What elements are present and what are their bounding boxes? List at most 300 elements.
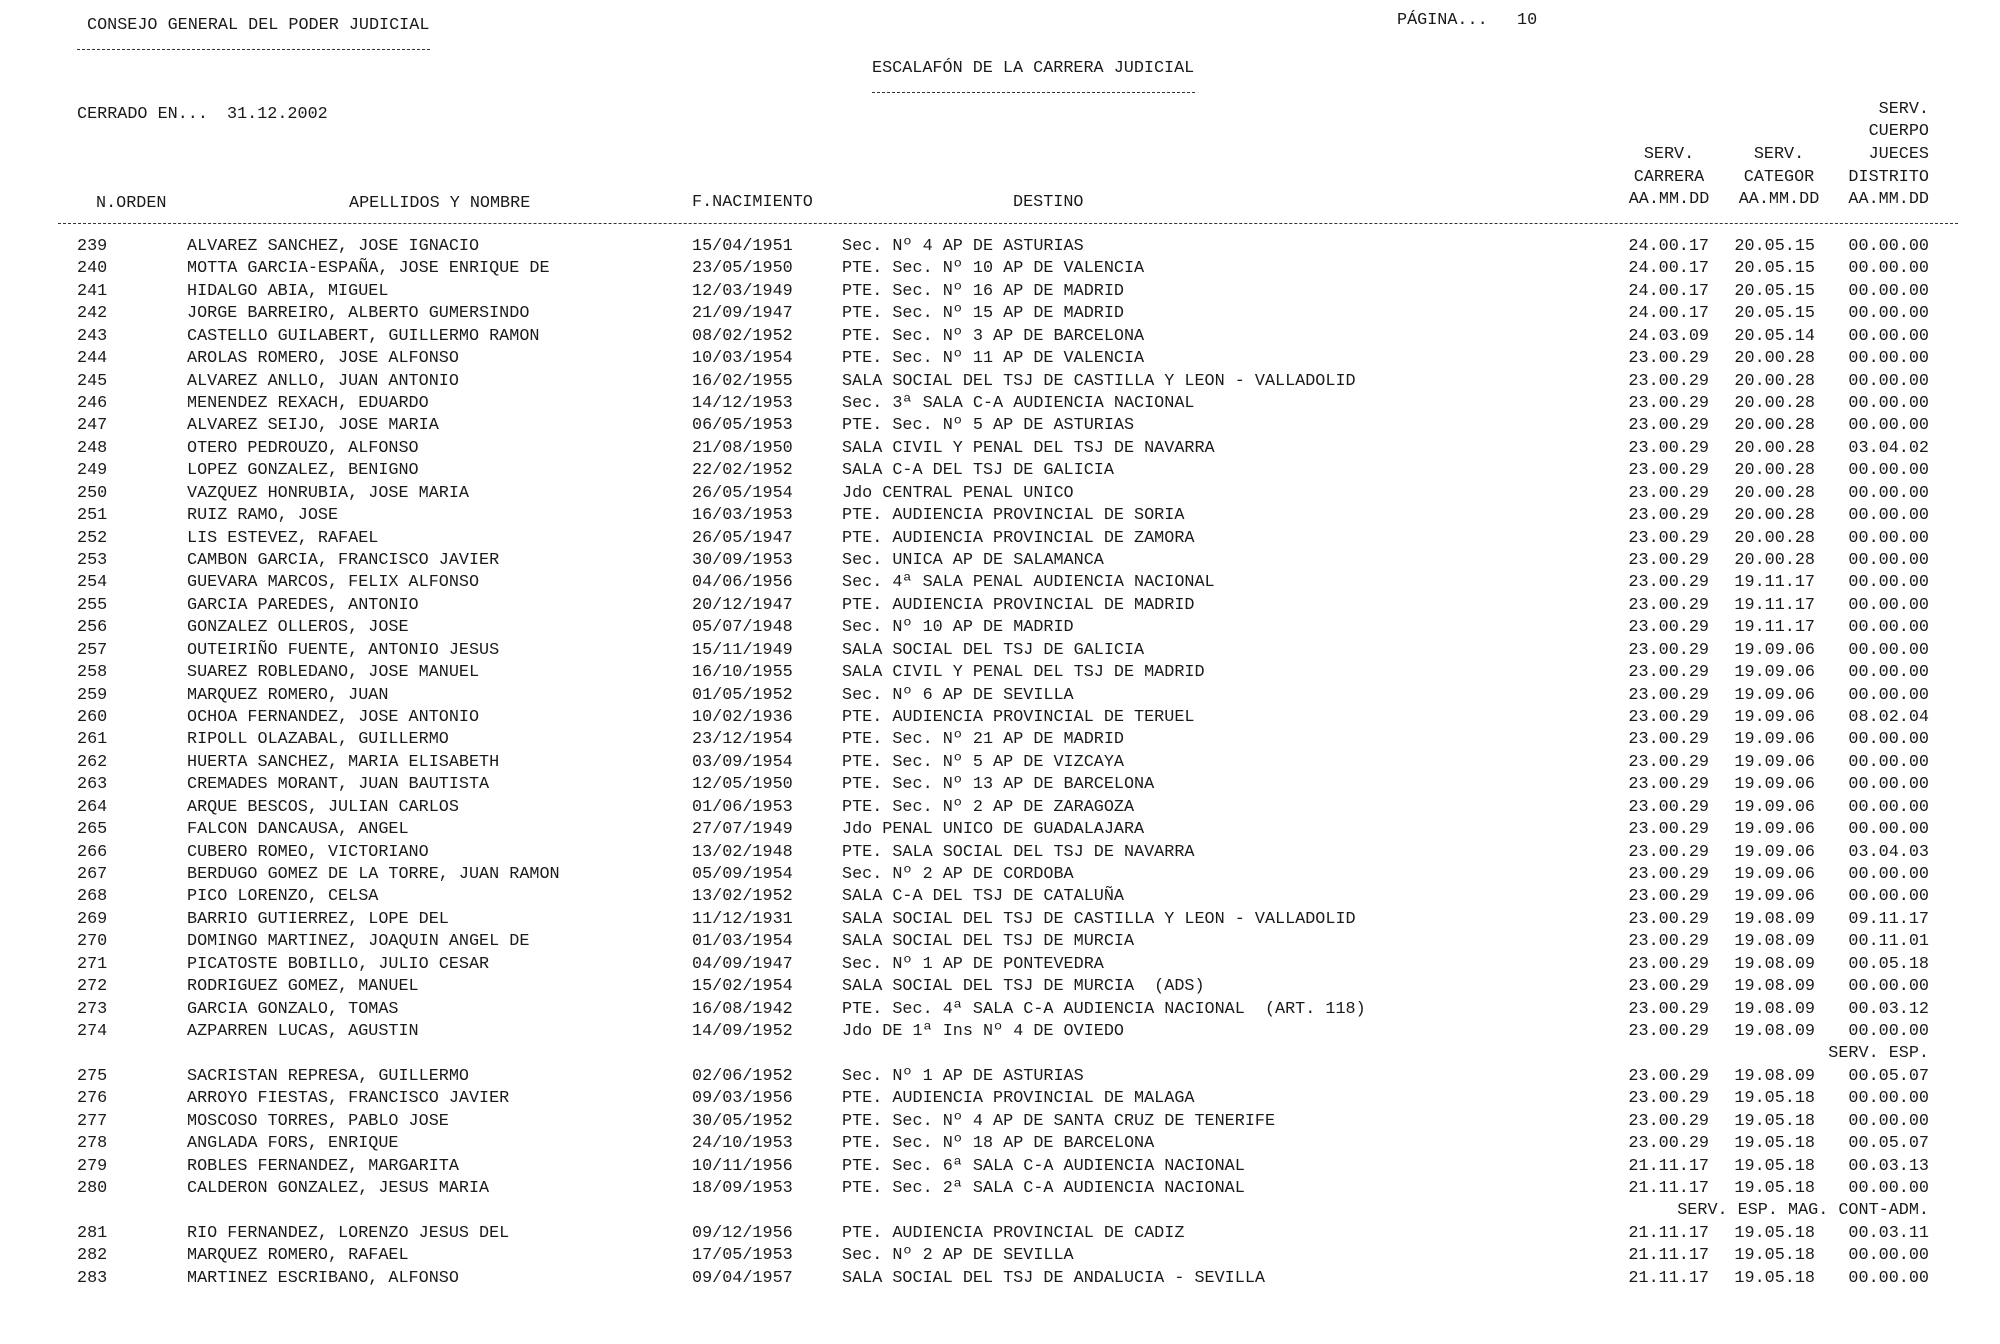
birth-date: 10/02/1936 bbox=[692, 708, 793, 728]
full-name: MARTINEZ ESCRIBANO, ALFONSO bbox=[187, 1268, 459, 1288]
serv-distrito: 00.00.00 bbox=[1848, 1179, 1929, 1199]
destination: PTE. AUDIENCIA PROVINCIAL DE CADIZ bbox=[842, 1223, 1185, 1243]
serv-carrera: 23.00.29 bbox=[1628, 865, 1709, 885]
full-name: SACRISTAN REPRESA, GUILLERMO bbox=[187, 1066, 469, 1086]
orden-number: 254 bbox=[77, 573, 108, 593]
destination: Sec. 4ª SALA PENAL AUDIENCIA NACIONAL bbox=[842, 573, 1215, 593]
birth-date: 17/05/1953 bbox=[692, 1246, 793, 1266]
destination: PTE. AUDIENCIA PROVINCIAL DE TERUEL bbox=[842, 708, 1195, 728]
document-title: ESCALAFÓN DE LA CARRERA JUDICIAL bbox=[872, 59, 1195, 78]
orden-number: 264 bbox=[77, 797, 108, 817]
serv-carrera: 23.00.29 bbox=[1628, 349, 1709, 369]
destination: PTE. Sec. 4ª SALA C-A AUDIENCIA NACIONAL (ART. 118) bbox=[842, 999, 1366, 1019]
serv-distrito: 00.00.00 bbox=[1848, 1268, 1929, 1288]
orden-number: 282 bbox=[77, 1246, 108, 1266]
birth-date: 23/12/1954 bbox=[692, 730, 793, 750]
serv-distrito: 00.00.00 bbox=[1848, 237, 1929, 256]
orden-number: 253 bbox=[77, 551, 108, 571]
serv-carrera: 24.00.17 bbox=[1628, 281, 1709, 301]
destination: SALA SOCIAL DEL TSJ DE CASTILLA Y LEON - VALLADOLID bbox=[842, 371, 1356, 391]
orden-number: 276 bbox=[77, 1089, 108, 1109]
serv-categoria: 19.08.09 bbox=[1734, 1022, 1815, 1042]
serv-categoria: 20.00.28 bbox=[1734, 506, 1815, 526]
destination: Jdo PENAL UNICO DE GUADALAJARA bbox=[842, 820, 1145, 840]
serv-categoria: 19.09.06 bbox=[1734, 752, 1815, 772]
birth-date: 05/09/1954 bbox=[692, 865, 793, 885]
serv-distrito: 00.00.00 bbox=[1848, 797, 1929, 817]
full-name: AROLAS ROMERO, JOSE ALFONSO bbox=[187, 349, 459, 369]
header-carrera-1: SERV. bbox=[1643, 145, 1695, 164]
full-name: ALVAREZ ANLLO, JUAN ANTONIO bbox=[187, 371, 459, 391]
birth-date: 14/12/1953 bbox=[692, 394, 793, 413]
full-name: HIDALGO ABIA, MIGUEL bbox=[187, 281, 389, 301]
serv-carrera: 24.03.09 bbox=[1628, 326, 1709, 346]
serv-carrera: 21.11.17 bbox=[1628, 1246, 1709, 1266]
serv-distrito: 00.00.00 bbox=[1848, 506, 1929, 526]
destination: SALA SOCIAL DEL TSJ DE MURCIA (ADS) bbox=[842, 977, 1205, 997]
birth-date: 30/05/1952 bbox=[692, 1111, 793, 1131]
serv-carrera: 23.00.29 bbox=[1628, 730, 1709, 750]
header-birth: F.NACIMIENTO bbox=[692, 193, 813, 212]
serv-carrera: 24.00.17 bbox=[1628, 237, 1709, 256]
serv-carrera: 23.00.29 bbox=[1628, 887, 1709, 907]
serv-distrito: 00.03.12 bbox=[1848, 999, 1929, 1019]
serv-categoria: 19.08.09 bbox=[1734, 954, 1815, 974]
orden-number: 279 bbox=[77, 1156, 108, 1176]
serv-distrito: 09.11.17 bbox=[1848, 909, 1929, 929]
serv-distrito: 00.00.00 bbox=[1848, 259, 1929, 279]
destination: PTE. AUDIENCIA PROVINCIAL DE MADRID bbox=[842, 595, 1195, 615]
serv-categoria: 20.00.28 bbox=[1734, 461, 1815, 481]
full-name: MOSCOSO TORRES, PABLO JOSE bbox=[187, 1111, 449, 1131]
full-name: GARCIA GONZALO, TOMAS bbox=[187, 999, 399, 1019]
destination: PTE. Sec. Nº 5 AP DE VIZCAYA bbox=[842, 752, 1124, 772]
header-categor-1: SERV. bbox=[1753, 145, 1805, 164]
serv-carrera: 23.00.29 bbox=[1628, 506, 1709, 526]
birth-date: 21/09/1947 bbox=[692, 304, 793, 324]
serv-categoria: 19.05.18 bbox=[1734, 1246, 1815, 1266]
full-name: MOTTA GARCIA-ESPAÑA, JOSE ENRIQUE DE bbox=[187, 259, 550, 279]
serv-carrera: 23.00.29 bbox=[1628, 708, 1709, 728]
destination: PTE. Sec. Nº 3 AP DE BARCELONA bbox=[842, 326, 1145, 346]
birth-date: 08/02/1952 bbox=[692, 326, 793, 346]
header-distrito-2: CUERPO bbox=[1868, 122, 1929, 141]
serv-carrera: 23.00.29 bbox=[1628, 752, 1709, 772]
full-name: MENENDEZ REXACH, EDUARDO bbox=[187, 394, 429, 413]
destination: PTE. Sec. Nº 21 AP DE MADRID bbox=[842, 730, 1124, 750]
divider bbox=[872, 92, 1195, 93]
orden-number: 259 bbox=[77, 685, 108, 705]
full-name: CASTELLO GUILABERT, GUILLERMO RAMON bbox=[187, 326, 540, 346]
serv-distrito: 00.00.00 bbox=[1848, 371, 1929, 391]
header-name: APELLIDOS Y NOMBRE bbox=[349, 194, 531, 213]
full-name: DOMINGO MARTINEZ, JOAQUIN ANGEL DE bbox=[187, 932, 530, 952]
serv-categoria: 19.08.09 bbox=[1734, 977, 1815, 997]
full-name: CAMBON GARCIA, FRANCISCO JAVIER bbox=[187, 551, 500, 571]
header-carrera-2: CARRERA bbox=[1633, 168, 1705, 187]
full-name: LIS ESTEVEZ, RAFAEL bbox=[187, 528, 379, 548]
serv-categoria: 19.09.06 bbox=[1734, 685, 1815, 705]
serv-carrera: 23.00.29 bbox=[1628, 528, 1709, 548]
destination: PTE. AUDIENCIA PROVINCIAL DE MALAGA bbox=[842, 1089, 1195, 1109]
serv-categoria: 20.05.14 bbox=[1734, 326, 1815, 346]
serv-carrera: 23.00.29 bbox=[1628, 954, 1709, 974]
birth-date: 23/05/1950 bbox=[692, 259, 793, 279]
orden-number: 244 bbox=[77, 349, 108, 369]
full-name: RIO FERNANDEZ, LORENZO JESUS DEL bbox=[187, 1223, 510, 1243]
birth-date: 13/02/1948 bbox=[692, 842, 793, 862]
serv-categoria: 19.08.09 bbox=[1734, 909, 1815, 929]
serv-categoria: 19.05.18 bbox=[1734, 1179, 1815, 1199]
serv-categoria: 20.00.28 bbox=[1734, 349, 1815, 369]
orden-number: 246 bbox=[77, 394, 108, 413]
birth-date: 16/08/1942 bbox=[692, 999, 793, 1019]
header-distrito-1: SERV. bbox=[1878, 100, 1929, 119]
birth-date: 26/05/1947 bbox=[692, 528, 793, 548]
birth-date: 16/02/1955 bbox=[692, 371, 793, 391]
serv-categoria: 19.05.18 bbox=[1734, 1223, 1815, 1243]
serv-categoria: 19.05.18 bbox=[1734, 1156, 1815, 1176]
serv-distrito: 00.00.00 bbox=[1848, 573, 1929, 593]
full-name: BERDUGO GOMEZ DE LA TORRE, JUAN RAMON bbox=[187, 865, 560, 885]
birth-date: 09/12/1956 bbox=[692, 1223, 793, 1243]
destination: SALA CIVIL Y PENAL DEL TSJ DE NAVARRA bbox=[842, 438, 1215, 458]
destination: PTE. Sec. Nº 16 AP DE MADRID bbox=[842, 281, 1124, 301]
destination: PTE. Sec. Nº 11 AP DE VALENCIA bbox=[842, 349, 1145, 369]
full-name: HUERTA SANCHEZ, MARIA ELISABETH bbox=[187, 752, 500, 772]
serv-categoria: 19.05.18 bbox=[1734, 1111, 1815, 1131]
serv-distrito: 00.00.00 bbox=[1848, 304, 1929, 324]
birth-date: 04/09/1947 bbox=[692, 954, 793, 974]
destination: Jdo DE 1ª Ins Nº 4 DE OVIEDO bbox=[842, 1022, 1124, 1042]
serv-carrera: 23.00.29 bbox=[1628, 1089, 1709, 1109]
birth-date: 20/12/1947 bbox=[692, 595, 793, 615]
serv-carrera: 23.00.29 bbox=[1628, 1022, 1709, 1042]
serv-distrito: 00.00.00 bbox=[1848, 394, 1929, 413]
birth-date: 10/11/1956 bbox=[692, 1156, 793, 1176]
serv-carrera: 23.00.29 bbox=[1628, 663, 1709, 683]
serv-distrito: 00.00.00 bbox=[1848, 640, 1929, 660]
birth-date: 15/11/1949 bbox=[692, 640, 793, 660]
destination: SALA CIVIL Y PENAL DEL TSJ DE MADRID bbox=[842, 663, 1205, 683]
destination: PTE. Sec. 6ª SALA C-A AUDIENCIA NACIONAL bbox=[842, 1156, 1245, 1176]
full-name: SUAREZ ROBLEDANO, JOSE MANUEL bbox=[187, 663, 480, 683]
serv-carrera: 21.11.17 bbox=[1628, 1268, 1709, 1288]
birth-date: 11/12/1931 bbox=[692, 909, 793, 929]
serv-distrito: 00.00.00 bbox=[1848, 349, 1929, 369]
serv-distrito: 00.00.00 bbox=[1848, 595, 1929, 615]
destination: Jdo CENTRAL PENAL UNICO bbox=[842, 483, 1074, 503]
destination: Sec. Nº 4 AP DE ASTURIAS bbox=[842, 237, 1084, 256]
serv-distrito: 00.05.07 bbox=[1848, 1066, 1929, 1086]
full-name: PICATOSTE BOBILLO, JULIO CESAR bbox=[187, 954, 490, 974]
page-number: 10 bbox=[1517, 11, 1538, 30]
serv-carrera: 23.00.29 bbox=[1628, 640, 1709, 660]
birth-date: 24/10/1953 bbox=[692, 1134, 793, 1154]
serv-carrera: 21.11.17 bbox=[1628, 1223, 1709, 1243]
serv-categoria: 20.00.28 bbox=[1734, 394, 1815, 413]
serv-distrito: 00.00.00 bbox=[1848, 551, 1929, 571]
destination: PTE. Sec. Nº 2 AP DE ZARAGOZA bbox=[842, 797, 1135, 817]
birth-date: 09/04/1957 bbox=[692, 1268, 793, 1288]
destination: Sec. Nº 1 AP DE PONTEVEDRA bbox=[842, 954, 1104, 974]
serv-categoria: 20.00.28 bbox=[1734, 416, 1815, 436]
serv-distrito: 00.00.00 bbox=[1848, 1246, 1929, 1266]
full-name: AZPARREN LUCAS, AGUSTIN bbox=[187, 1022, 419, 1042]
orden-number: 266 bbox=[77, 842, 108, 862]
destination: PTE. Sec. Nº 15 AP DE MADRID bbox=[842, 304, 1124, 324]
orden-number: 251 bbox=[77, 506, 108, 526]
orden-number: 243 bbox=[77, 326, 108, 346]
orden-number: 269 bbox=[77, 909, 108, 929]
birth-date: 27/07/1949 bbox=[692, 820, 793, 840]
serv-categoria: 20.00.28 bbox=[1734, 551, 1815, 571]
full-name: OCHOA FERNANDEZ, JOSE ANTONIO bbox=[187, 708, 480, 728]
serv-categoria: 19.05.18 bbox=[1734, 1268, 1815, 1288]
serv-categoria: 19.09.06 bbox=[1734, 865, 1815, 885]
serv-distrito: 00.00.00 bbox=[1848, 775, 1929, 795]
orden-number: 240 bbox=[77, 259, 108, 279]
serv-categoria: 20.05.15 bbox=[1734, 237, 1815, 256]
destination: SALA C-A DEL TSJ DE CATALUÑA bbox=[842, 887, 1124, 907]
full-name: GONZALEZ OLLEROS, JOSE bbox=[187, 618, 409, 638]
birth-date: 15/02/1954 bbox=[692, 977, 793, 997]
serv-carrera: 23.00.29 bbox=[1628, 999, 1709, 1019]
full-name: RIPOLL OLAZABAL, GUILLERMO bbox=[187, 730, 449, 750]
serv-categoria: 19.09.06 bbox=[1734, 730, 1815, 750]
serv-distrito: 00.05.18 bbox=[1848, 954, 1929, 974]
serv-distrito: 00.00.00 bbox=[1848, 483, 1929, 503]
orden-number: 281 bbox=[77, 1223, 108, 1243]
orden-number: 268 bbox=[77, 887, 108, 907]
destination: PTE. SALA SOCIAL DEL TSJ DE NAVARRA bbox=[842, 842, 1195, 862]
birth-date: 16/10/1955 bbox=[692, 663, 793, 683]
header-categor-3: AA.MM.DD bbox=[1738, 190, 1820, 209]
serv-distrito: 00.00.00 bbox=[1848, 326, 1929, 346]
birth-date: 10/03/1954 bbox=[692, 349, 793, 369]
serv-carrera: 23.00.29 bbox=[1628, 483, 1709, 503]
full-name: MARQUEZ ROMERO, JUAN bbox=[187, 685, 389, 705]
page-label: PÁGINA... bbox=[1397, 11, 1488, 30]
serv-categoria: 20.05.15 bbox=[1734, 259, 1815, 279]
destination: SALA SOCIAL DEL TSJ DE MURCIA bbox=[842, 932, 1135, 952]
orden-number: 275 bbox=[77, 1066, 108, 1086]
serv-carrera: 23.00.29 bbox=[1628, 1066, 1709, 1086]
orden-number: 277 bbox=[77, 1111, 108, 1131]
orden-number: 263 bbox=[77, 775, 108, 795]
destination: PTE. Sec. Nº 5 AP DE ASTURIAS bbox=[842, 416, 1135, 436]
orden-number: 278 bbox=[77, 1134, 108, 1154]
serv-categoria: 20.00.28 bbox=[1734, 438, 1815, 458]
serv-carrera: 23.00.29 bbox=[1628, 909, 1709, 929]
closed-label: CERRADO EN... bbox=[77, 105, 208, 124]
orden-number: 261 bbox=[77, 730, 108, 750]
serv-carrera: 23.00.29 bbox=[1628, 394, 1709, 413]
serv-categoria: 19.11.17 bbox=[1734, 595, 1815, 615]
orden-number: 283 bbox=[77, 1268, 108, 1288]
birth-date: 21/08/1950 bbox=[692, 438, 793, 458]
full-name: CUBERO ROMEO, VICTORIANO bbox=[187, 842, 429, 862]
destination: PTE. Sec. Nº 18 AP DE BARCELONA bbox=[842, 1134, 1155, 1154]
destination: Sec. Nº 2 AP DE CORDOBA bbox=[842, 865, 1074, 885]
orden-number: 248 bbox=[77, 438, 108, 458]
orden-number: 272 bbox=[77, 977, 108, 997]
full-name: ALVAREZ SANCHEZ, JOSE IGNACIO bbox=[187, 237, 480, 256]
serv-carrera: 23.00.29 bbox=[1628, 775, 1709, 795]
serv-carrera: 24.00.17 bbox=[1628, 304, 1709, 324]
full-name: ALVAREZ SEIJO, JOSE MARIA bbox=[187, 416, 439, 436]
header-destino: DESTINO bbox=[1013, 193, 1084, 212]
birth-date: 01/05/1952 bbox=[692, 685, 793, 705]
serv-categoria: 20.00.28 bbox=[1734, 528, 1815, 548]
serv-carrera: 21.11.17 bbox=[1628, 1179, 1709, 1199]
serv-carrera: 23.00.29 bbox=[1628, 685, 1709, 705]
serv-carrera: 23.00.29 bbox=[1628, 416, 1709, 436]
serv-distrito: 00.00.00 bbox=[1848, 663, 1929, 683]
orden-number: 273 bbox=[77, 999, 108, 1019]
full-name: JORGE BARREIRO, ALBERTO GUMERSINDO bbox=[187, 304, 530, 324]
full-name: RUIZ RAMO, JOSE bbox=[187, 506, 339, 526]
orden-number: 260 bbox=[77, 708, 108, 728]
serv-categoria: 19.09.06 bbox=[1734, 663, 1815, 683]
orden-number: 247 bbox=[77, 416, 108, 436]
orden-number: 255 bbox=[77, 595, 108, 615]
destination: SALA SOCIAL DEL TSJ DE CASTILLA Y LEON - VALLADOLID bbox=[842, 909, 1356, 929]
header-orden: N.ORDEN bbox=[96, 194, 167, 213]
destination: SALA SOCIAL DEL TSJ DE ANDALUCIA - SEVILLA bbox=[842, 1268, 1265, 1288]
destination: SALA SOCIAL DEL TSJ DE GALICIA bbox=[842, 640, 1145, 660]
serv-distrito: 00.00.00 bbox=[1848, 1111, 1929, 1131]
destination: Sec. 3ª SALA C-A AUDIENCIA NACIONAL bbox=[842, 394, 1195, 413]
serv-categoria: 19.05.18 bbox=[1734, 1134, 1815, 1154]
destination: PTE. Sec. Nº 10 AP DE VALENCIA bbox=[842, 259, 1145, 279]
serv-carrera: 23.00.29 bbox=[1628, 932, 1709, 952]
serv-categoria: 20.05.15 bbox=[1734, 281, 1815, 301]
orden-number: 242 bbox=[77, 304, 108, 324]
birth-date: 15/04/1951 bbox=[692, 237, 793, 256]
orden-number: 280 bbox=[77, 1179, 108, 1199]
orden-number: 274 bbox=[77, 1022, 108, 1042]
birth-date: 09/03/1956 bbox=[692, 1089, 793, 1109]
orden-number: 267 bbox=[77, 865, 108, 885]
serv-distrito: 00.00.00 bbox=[1848, 887, 1929, 907]
serv-carrera: 23.00.29 bbox=[1628, 438, 1709, 458]
destination: PTE. AUDIENCIA PROVINCIAL DE ZAMORA bbox=[842, 528, 1195, 548]
destination: Sec. Nº 1 AP DE ASTURIAS bbox=[842, 1066, 1084, 1086]
full-name: PICO LORENZO, CELSA bbox=[187, 887, 379, 907]
serv-carrera: 21.11.17 bbox=[1628, 1156, 1709, 1176]
birth-date: 22/02/1952 bbox=[692, 461, 793, 481]
header-distrito-3: JUECES bbox=[1868, 145, 1929, 164]
serv-distrito: 00.00.00 bbox=[1848, 865, 1929, 885]
serv-carrera: 23.00.29 bbox=[1628, 595, 1709, 615]
section-note: SERV. ESP. MAG. CONT-ADM. bbox=[1677, 1201, 1929, 1221]
serv-carrera: 23.00.29 bbox=[1628, 618, 1709, 638]
destination: Sec. Nº 2 AP DE SEVILLA bbox=[842, 1246, 1074, 1266]
serv-carrera: 23.00.29 bbox=[1628, 551, 1709, 571]
destination: PTE. Sec. Nº 13 AP DE BARCELONA bbox=[842, 775, 1155, 795]
destination: SALA C-A DEL TSJ DE GALICIA bbox=[842, 461, 1114, 481]
serv-distrito: 00.00.00 bbox=[1848, 752, 1929, 772]
serv-distrito: 00.03.11 bbox=[1848, 1223, 1929, 1243]
header-categor-2: CATEGOR bbox=[1743, 168, 1815, 187]
serv-carrera: 23.00.29 bbox=[1628, 797, 1709, 817]
birth-date: 04/06/1956 bbox=[692, 573, 793, 593]
full-name: CALDERON GONZALEZ, JESUS MARIA bbox=[187, 1179, 490, 1199]
birth-date: 26/05/1954 bbox=[692, 483, 793, 503]
serv-categoria: 20.05.15 bbox=[1734, 304, 1815, 324]
serv-categoria: 19.09.06 bbox=[1734, 708, 1815, 728]
full-name: ANGLADA FORS, ENRIQUE bbox=[187, 1134, 399, 1154]
full-name: ROBLES FERNANDEZ, MARGARITA bbox=[187, 1156, 459, 1176]
serv-carrera: 23.00.29 bbox=[1628, 820, 1709, 840]
serv-distrito: 03.04.03 bbox=[1848, 842, 1929, 862]
orden-number: 270 bbox=[77, 932, 108, 952]
birth-date: 12/05/1950 bbox=[692, 775, 793, 795]
orden-number: 257 bbox=[77, 640, 108, 660]
birth-date: 01/03/1954 bbox=[692, 932, 793, 952]
birth-date: 14/09/1952 bbox=[692, 1022, 793, 1042]
serv-distrito: 08.02.04 bbox=[1848, 708, 1929, 728]
header-distrito-4: DISTRITO bbox=[1848, 168, 1929, 187]
birth-date: 12/03/1949 bbox=[692, 281, 793, 301]
serv-categoria: 19.09.06 bbox=[1734, 887, 1815, 907]
orden-number: 271 bbox=[77, 954, 108, 974]
full-name: ARROYO FIESTAS, FRANCISCO JAVIER bbox=[187, 1089, 510, 1109]
serv-categoria: 19.11.17 bbox=[1734, 618, 1815, 638]
orden-number: 241 bbox=[77, 281, 108, 301]
serv-distrito: 00.00.00 bbox=[1848, 461, 1929, 481]
full-name: RODRIGUEZ GOMEZ, MANUEL bbox=[187, 977, 419, 997]
serv-carrera: 23.00.29 bbox=[1628, 461, 1709, 481]
destination: Sec. UNICA AP DE SALAMANCA bbox=[842, 551, 1104, 571]
serv-distrito: 00.00.00 bbox=[1848, 730, 1929, 750]
serv-distrito: 00.03.13 bbox=[1848, 1156, 1929, 1176]
serv-categoria: 19.08.09 bbox=[1734, 1066, 1815, 1086]
serv-distrito: 00.00.00 bbox=[1848, 685, 1929, 705]
destination: PTE. Sec. 2ª SALA C-A AUDIENCIA NACIONAL bbox=[842, 1179, 1245, 1199]
birth-date: 03/09/1954 bbox=[692, 752, 793, 772]
header-carrera-3: AA.MM.DD bbox=[1628, 190, 1710, 209]
serv-distrito: 00.00.00 bbox=[1848, 977, 1929, 997]
serv-categoria: 19.09.06 bbox=[1734, 797, 1815, 817]
serv-distrito: 00.00.00 bbox=[1848, 820, 1929, 840]
birth-date: 18/09/1953 bbox=[692, 1179, 793, 1199]
orden-number: 245 bbox=[77, 371, 108, 391]
serv-distrito: 00.00.00 bbox=[1848, 528, 1929, 548]
destination: Sec. Nº 10 AP DE MADRID bbox=[842, 618, 1074, 638]
header-distrito-5: AA.MM.DD bbox=[1848, 190, 1929, 209]
destination: Sec. Nº 6 AP DE SEVILLA bbox=[842, 685, 1074, 705]
serv-carrera: 23.00.29 bbox=[1628, 842, 1709, 862]
serv-distrito: 00.00.00 bbox=[1848, 1089, 1929, 1109]
serv-distrito: 00.00.00 bbox=[1848, 1022, 1929, 1042]
birth-date: 01/06/1953 bbox=[692, 797, 793, 817]
divider bbox=[77, 49, 430, 50]
destination: PTE. Sec. Nº 4 AP DE SANTA CRUZ DE TENERIFE bbox=[842, 1111, 1276, 1131]
serv-carrera: 24.00.17 bbox=[1628, 259, 1709, 279]
full-name: MARQUEZ ROMERO, RAFAEL bbox=[187, 1246, 409, 1266]
serv-categoria: 19.05.18 bbox=[1734, 1089, 1815, 1109]
orden-number: 252 bbox=[77, 528, 108, 548]
birth-date: 13/02/1952 bbox=[692, 887, 793, 907]
birth-date: 05/07/1948 bbox=[692, 618, 793, 638]
orden-number: 262 bbox=[77, 752, 108, 772]
serv-categoria: 19.09.06 bbox=[1734, 820, 1815, 840]
orden-number: 239 bbox=[77, 237, 108, 256]
full-name: VAZQUEZ HONRUBIA, JOSE MARIA bbox=[187, 483, 469, 503]
full-name: GUEVARA MARCOS, FELIX ALFONSO bbox=[187, 573, 480, 593]
